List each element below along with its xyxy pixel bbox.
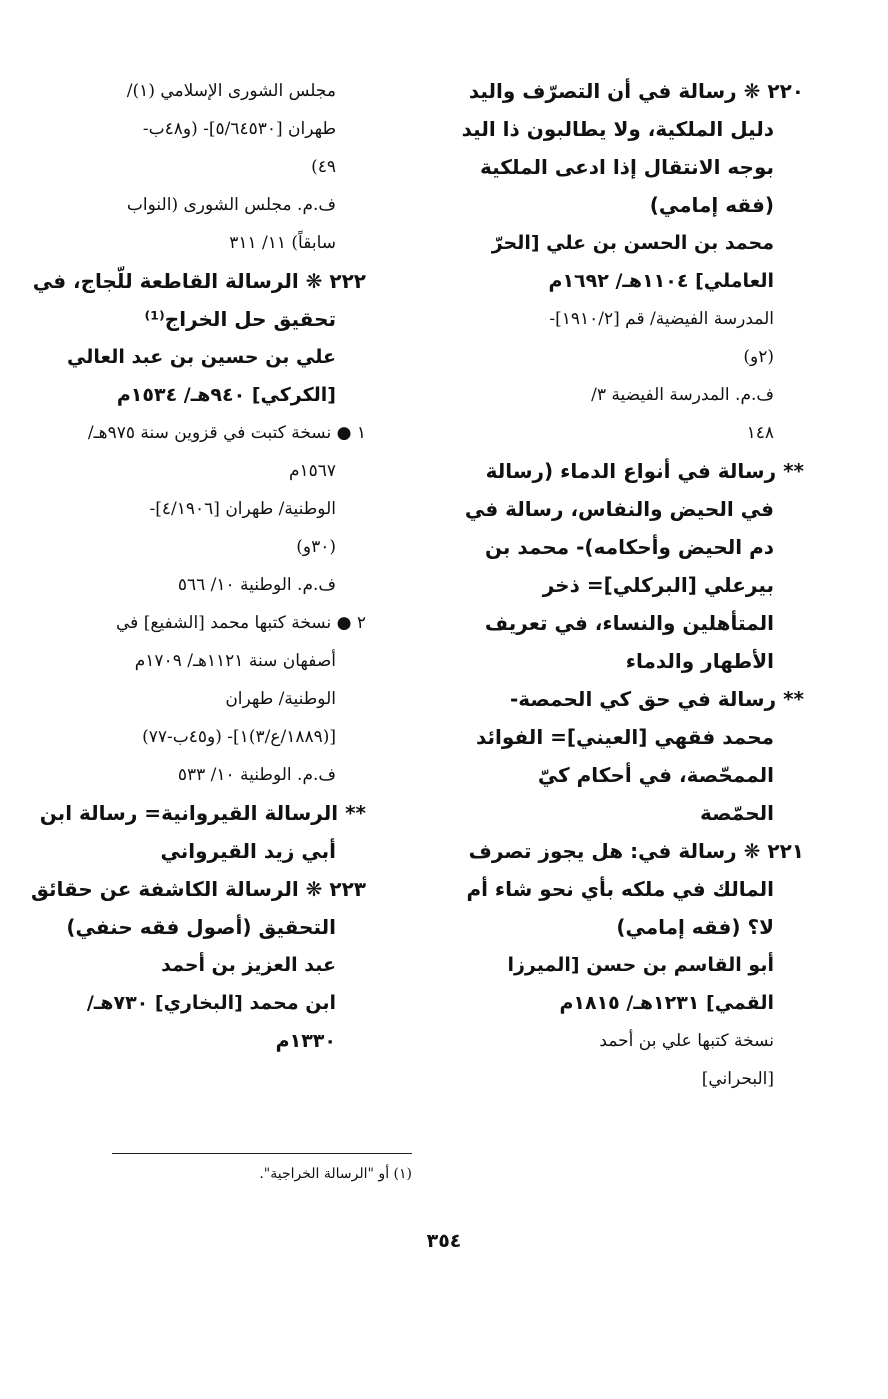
left-column-line: التحقيق (أصول فقه حنفي) bbox=[66, 915, 336, 939]
left-column-line: أبي زيد القيرواني bbox=[160, 839, 336, 863]
right-column-line: ف.م. المدرسة الفيضية ٣/ bbox=[591, 385, 774, 405]
right-column-line: بيرعلي [البركلي]= ذخر bbox=[542, 573, 774, 597]
right-column-line: نسخة كتبها علي بن أحمد bbox=[599, 1031, 774, 1051]
left-column-line: ابن محمد [البخاري] ٧٣٠هـ/ bbox=[86, 992, 336, 1014]
page-number: ٣٥٤ bbox=[426, 1230, 462, 1252]
left-column bbox=[30, 72, 366, 1060]
left-column-line: الوطنية/ طهران bbox=[225, 689, 336, 709]
left-column-line: ٢ ● نسخة كتبها محمد [الشفيع] في bbox=[116, 613, 366, 633]
left-column-line: ١٥٦٧م bbox=[288, 461, 336, 481]
right-column-line: لا؟ (فقه إمامي) bbox=[616, 915, 774, 939]
right-column-line: (فقه إمامي) bbox=[649, 193, 774, 217]
left-column-line: علي بن حسين بن عبد العالي bbox=[67, 346, 336, 368]
right-column-line: في الحيض والنفاس، رسالة في bbox=[464, 497, 774, 521]
right-column-line: محمد فقهي [العيني]= الفوائد bbox=[475, 725, 774, 749]
left-column-line: ٢٢٣ ❋ الرسالة الكاشفة عن حقائق bbox=[30, 877, 366, 901]
left-column-line: [(١٨٨٩/ع/٣)١]- (و٤٥ب-٧٧) bbox=[142, 727, 336, 747]
left-column-line: ١٣٣٠م bbox=[275, 1030, 336, 1052]
left-column-line: طهران [٥/٦٤٥٣٠]- (و٤٨ب- bbox=[142, 119, 336, 139]
right-column-line: ** رسالة في حق كي الحمصة- bbox=[509, 687, 804, 711]
right-column-line: المدرسة الفيضية/ قم [١٩١٠/٢]- bbox=[549, 309, 774, 329]
right-column-line: الأطهار والدماء bbox=[625, 649, 774, 673]
right-column-line: ٢٢٠ ❋ رسالة في أن التصرّف واليد bbox=[468, 79, 804, 103]
left-column-line: مجلس الشورى الإسلامي (١)/ bbox=[126, 81, 336, 101]
right-column bbox=[461, 72, 804, 1098]
left-column-line: (٣٠و) bbox=[296, 537, 336, 557]
left-column-line: ٤٩) bbox=[311, 157, 336, 177]
left-column-line: [الكركي] ٩٤٠هـ/ ١٥٣٤م bbox=[116, 384, 336, 406]
right-column-line: العاملي] ١١٠٤هـ/ ١٦٩٢م bbox=[548, 270, 774, 292]
left-column-line: ف.م. الوطنية ١٠/ ٥٦٦ bbox=[177, 575, 336, 595]
left-column-line: عبد العزيز بن أحمد bbox=[161, 954, 336, 976]
right-column-line: [البحراني] bbox=[701, 1069, 774, 1089]
right-column-line: المتأهلين والنساء، في تعريف bbox=[484, 611, 774, 635]
right-column-line: القمي] ١٢٣١هـ/ ١٨١٥م bbox=[559, 992, 774, 1014]
right-column-line: بوجه الانتقال إذا ادعى الملكية bbox=[480, 155, 774, 179]
footnote-divider bbox=[112, 1153, 412, 1154]
left-column-line: تحقيق حل الخراج⁽¹⁾ bbox=[144, 307, 336, 331]
right-column-line: أبو القاسم بن حسن [الميرزا bbox=[507, 954, 774, 976]
left-column-line: ف.م. الوطنية ١٠/ ٥٣٣ bbox=[177, 765, 336, 785]
footnote: (١) أو "الرسالة الخراجية". bbox=[259, 1166, 412, 1182]
left-column-line: ٢٢٢ ❋ الرسالة القاطعة للّجاج، في bbox=[32, 269, 366, 293]
right-column-line: الحمّصة bbox=[699, 801, 774, 825]
right-column-line: دليل الملكية، ولا يطالبون ذا اليد bbox=[461, 117, 774, 141]
right-column-line: الممحّصة، في أحكام كيّ bbox=[537, 763, 774, 787]
right-column-line: دم الحيض وأحكامه)- محمد بن bbox=[484, 535, 774, 559]
right-column-line: محمد بن الحسن بن علي [الحرّ bbox=[491, 232, 774, 254]
left-column-line: الوطنية/ طهران [٤/١٩٠٦]- bbox=[149, 499, 336, 519]
left-column-line: ١ ● نسخة كتبت في قزوين سنة ٩٧٥هـ/ bbox=[87, 423, 366, 443]
left-column-line: أصفهان سنة ١١٢١هـ/ ١٧٠٩م bbox=[134, 651, 336, 671]
left-column-line: ف.م. مجلس الشورى (النواب bbox=[126, 195, 336, 215]
right-column-line: المالك في ملكه بأي نحو شاء أم bbox=[466, 877, 774, 901]
right-column-line: ٢٢١ ❋ رسالة في: هل يجوز تصرف bbox=[468, 839, 804, 863]
right-column-line: (٢و) bbox=[743, 347, 774, 367]
right-column-line: ١٤٨ bbox=[746, 423, 774, 443]
left-column-line: سابقاً) ١١/ ٣١١ bbox=[229, 233, 336, 253]
right-column-line: ** رسالة في أنواع الدماء (رسالة bbox=[485, 459, 804, 483]
left-column-line: ** الرسالة القيروانية= رسالة ابن bbox=[39, 801, 366, 825]
